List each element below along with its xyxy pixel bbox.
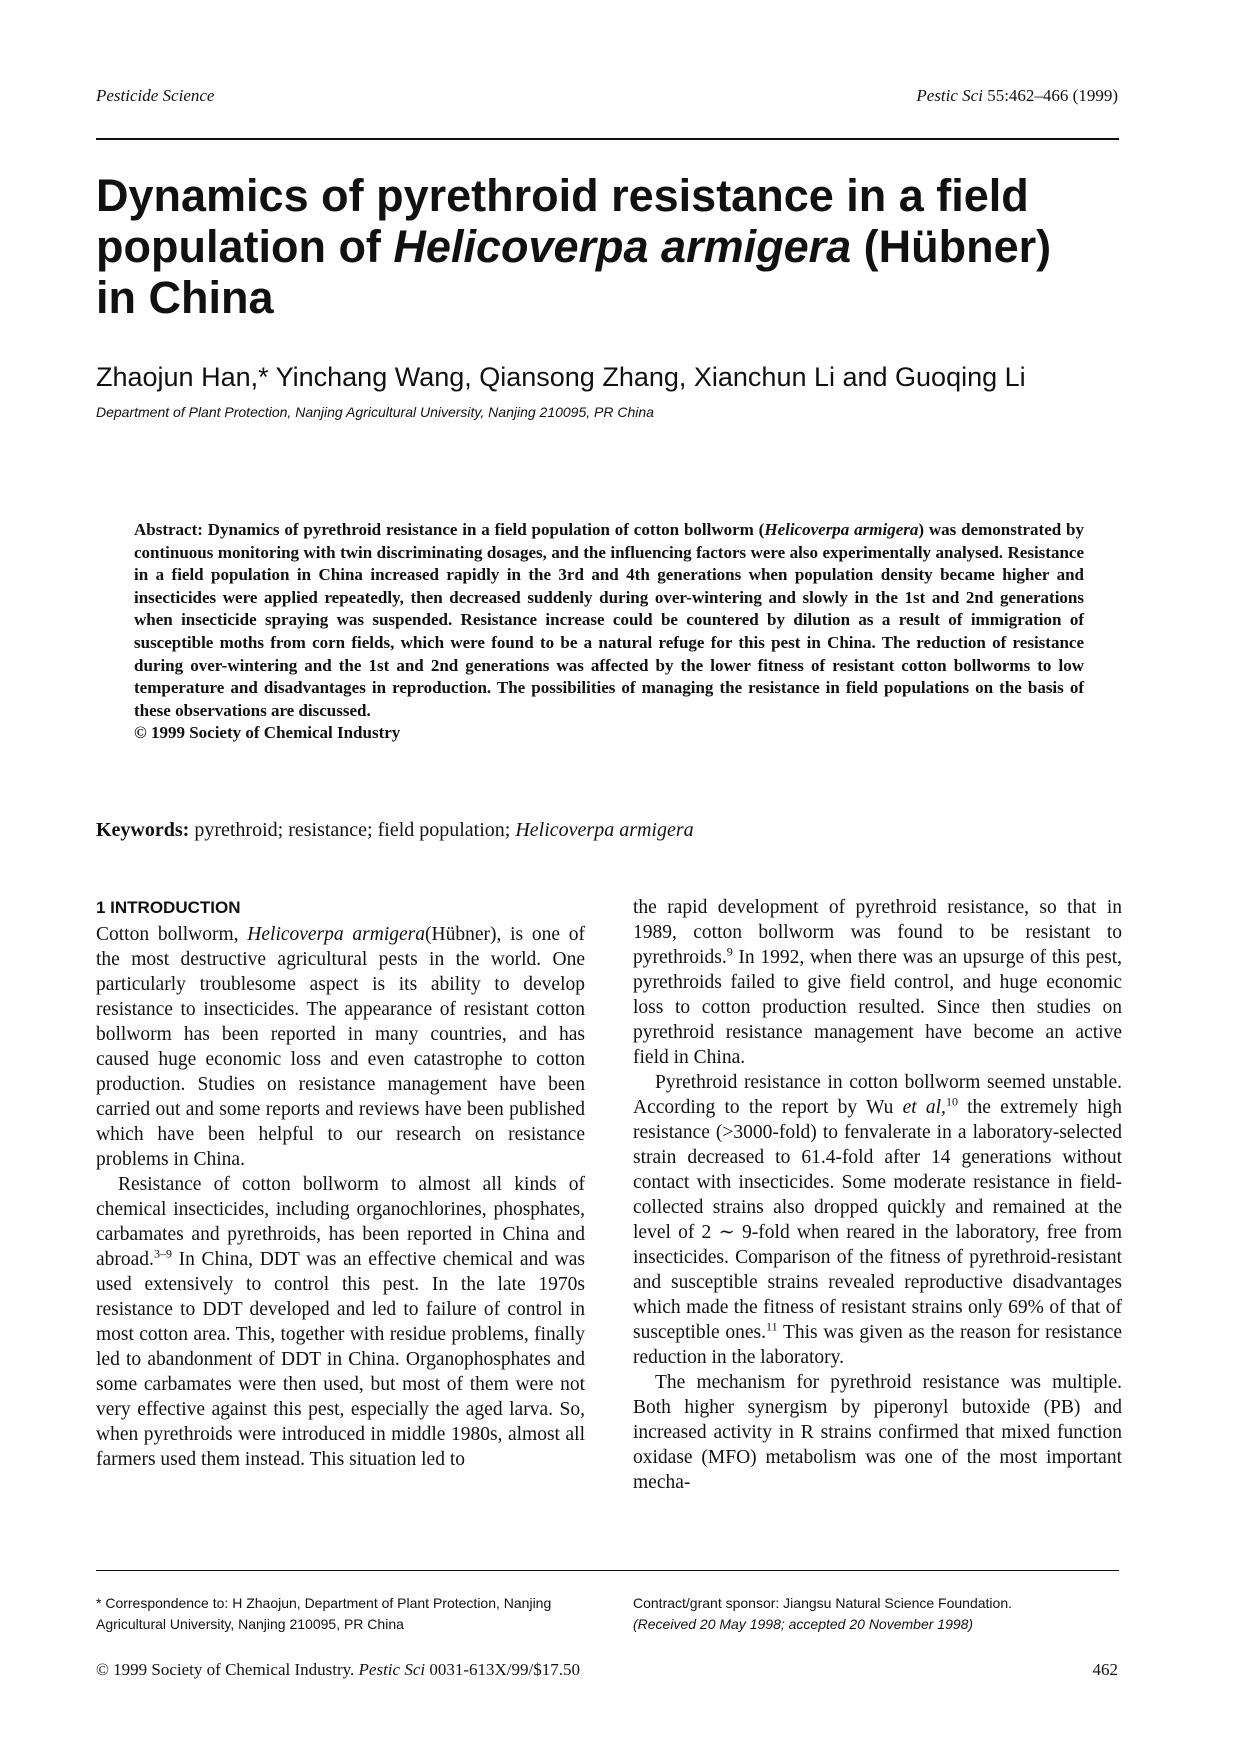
body-column-right <box>633 895 1122 1495</box>
keywords-label: Keywords: <box>96 819 190 841</box>
footer-journal-abbrev: Pestic Sci <box>358 1660 426 1679</box>
intro-p2-text-b: In China, DDT was an effective chemical and was used extensively to control this pest. In the late 1970s resistance to DDT developed and led to failure of control in most cotton area. This, together with residue problems, finally led to abandonment of DDT in China. Organophosphates and some carbamates were then used, but most of them were not very effective against this pest, especially the aged larva. So, when pyrethroids were introduced in middle 1980s, almost all farmers used them instead. This situation led to <box>96 1249 585 1470</box>
running-head-journal: Pesticide Science <box>96 86 215 105</box>
intro-p4-text-b: the extremely high resistance (>3000-fold) to fenvalerate in a laboratory-selected strain decreased to 61.4-fold after 14 generations without contact with insecticides. Some moderate resistance in field-collected strains also dropped quickly and remained at the level of 2 ∼ 9-fold when reared in the laboratory, free from insecticides. Comparison of the fitness of pyrethroid-resistant and susceptible strains revealed reproductive disadvantages which made the fitness of resistant strains only 69% of that of susceptible ones. <box>633 1097 1122 1343</box>
author-list: Zhaojun Han,* Yinchang Wang, Qiansong Zhang, Xianchun Li and Guoqing Li <box>96 362 1026 392</box>
footnote-correspondence: * Correspondence to: H Zhaojun, Department of Plant Protection, Nanjing Agricultural University, Nanjing 210095, PR China <box>96 1595 552 1632</box>
article-title <box>96 170 1096 323</box>
body-column-left <box>96 895 585 1472</box>
abstract <box>134 519 1084 745</box>
intro-p4-etal: et al, <box>902 1097 946 1118</box>
footnote-sponsor-received <box>633 1593 1123 1635</box>
abstract-text-2: ) was demonstrated by continuous monitoring with twin discriminating dosages, and the influencing factors were also experimentally analysed. Resistance in a field population in China increased rapidly in the 3rd and 4th generations when population density became higher and insecticides were applied repeatedly, then decreased suddenly during over-wintering and slowly in the 1st and 2nd generations when insecticide spraying was suspended. Resistance increase could be countered by dilution as a result of immigration of susceptible moths from corn fields, which were found to be a natural refuge for this pest in China. The reduction of resistance during over-wintering and the 1st and 2nd generations was affected by the lower fitness of resistant cotton bollworms to low temperature and disadvantages in reproduction. The possibilities of managing the resistance in field populations on the basis of these observations are discussed. <box>134 520 1084 720</box>
title-text-1: Dynamics of pyrethroid resistance in a field population of <box>96 170 1029 272</box>
citation-ref-11: 11 <box>766 1319 778 1334</box>
keywords-list: pyrethroid; resistance; field population; <box>189 819 516 841</box>
abstract-species: Helicoverpa armigera <box>764 520 919 539</box>
citation-journal-abbrev: Pestic Sci <box>916 86 983 105</box>
footnote-sponsor: Contract/grant sponsor: Jiangsu Natural Science Foundation. <box>633 1595 1012 1611</box>
citation-ref-10: 10 <box>945 1094 958 1109</box>
footnote-received-dates: (Received 20 May 1998; accepted 20 November 1998) <box>633 1616 974 1632</box>
intro-paragraph-2 <box>96 1172 585 1472</box>
citation-ref-9: 9 <box>726 944 733 959</box>
citation-volume: 55 <box>987 86 1005 105</box>
abstract-label: Abstract: <box>134 520 203 539</box>
intro-p4-text-a: Pyrethroid resistance in cotton bollworm seemed unstable. According to the report by Wu <box>633 1072 1122 1118</box>
intro-paragraph-3 <box>633 895 1122 1070</box>
footer-issn: 0031-613X/99/$17.50 <box>425 1660 580 1679</box>
running-head-citation <box>916 86 1118 106</box>
footer-copyright-text: © 1999 Society of Chemical Industry. <box>96 1660 359 1679</box>
footer-copyright <box>96 1660 580 1680</box>
page-number: 462 <box>1092 1660 1118 1679</box>
intro-p3-text-b: In 1992, when there was an upsurge of this pest, pyrethroids failed to give field control, and huge economic loss to cotton production resulted. Since then studies on pyrethroid resistance management have become an active field in China. <box>633 947 1122 1068</box>
abstract-text-1: Dynamics of pyrethroid resistance in a field population of cotton bollworm ( <box>202 520 765 539</box>
section-heading-introduction: 1 INTRODUCTION <box>96 898 241 917</box>
intro-paragraph-5: The mechanism for pyrethroid resistance was multiple. Both higher synergism by piperonyl butoxide (PB) and increased activity in R strains confirmed that mixed function oxidase (MFO) metabolism was one of the most important mecha- <box>633 1372 1122 1493</box>
header-rule <box>96 138 1119 140</box>
footnote-rule <box>96 1570 1119 1571</box>
title-species: Helicoverpa armigera <box>393 221 852 272</box>
keywords-species: Helicoverpa armigera <box>515 819 694 841</box>
intro-p3-text-a: the rapid development of pyrethroid resistance, so that in 1989, cotton bollworm was found to be resistant to pyrethroids. <box>633 897 1122 968</box>
intro-paragraph-1 <box>96 922 585 1172</box>
citation-pages: :462–466 (1999) <box>1004 86 1118 105</box>
intro-p1-text-b: (Hübner), is one of the most destructive agricultural pests in the world. One particularly troublesome aspect is its ability to develop resistance to insecticides. The appearance of resistant cotton bollworm has been reported in many countries, and has caused huge economic loss and even catastrophe to cotton production. Studies on resistance management have been carried out and some reports and reviews have been published which have been helpful to our research on resistance problems in China. <box>96 924 586 1170</box>
title-text-2: (Hübner) in China <box>96 221 1052 323</box>
intro-p2-text-a: Resistance of cotton bollworm to almost all kinds of chemical insecticides, including organochlorines, phosphates, carbamates and pyrethroids, has been reported in China and abroad. <box>96 1174 585 1270</box>
intro-paragraph-4 <box>633 1070 1122 1370</box>
citation-ref-3-9: 3–9 <box>153 1246 172 1261</box>
intro-p4-text-c: This was given as the reason for resistance reduction in the laboratory. <box>633 1322 1123 1368</box>
intro-p1-species: Helicoverpa armigera <box>247 924 426 945</box>
keywords <box>96 819 694 842</box>
affiliation: Department of Plant Protection, Nanjing Agricultural University, Nanjing 210095, PR China <box>96 404 654 420</box>
abstract-copyright: © 1999 Society of Chemical Industry <box>134 723 401 743</box>
intro-p1-text-a: Cotton bollworm, <box>96 924 248 945</box>
